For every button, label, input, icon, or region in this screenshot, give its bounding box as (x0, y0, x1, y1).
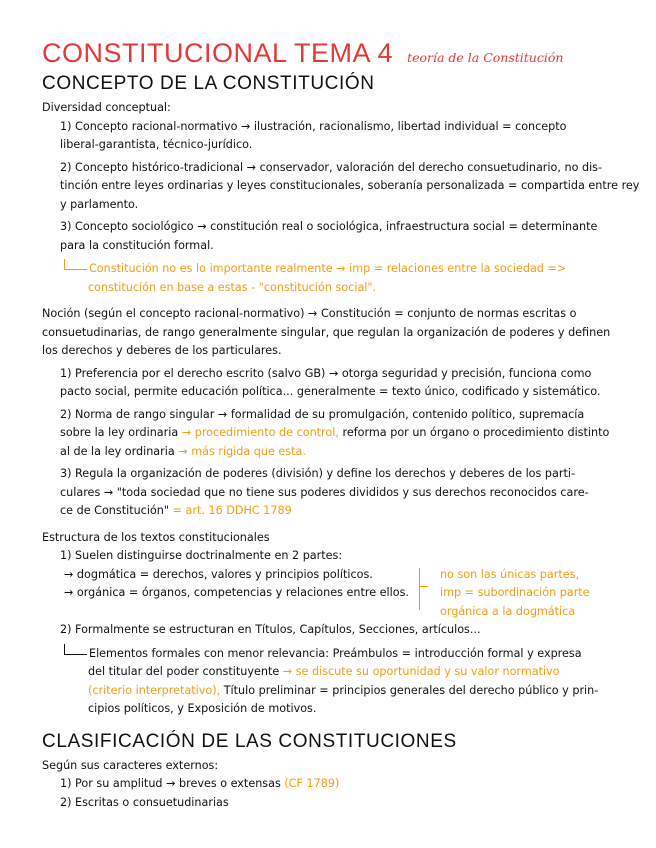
nocion-p3-note: = art. 16 DDHC 1789 (172, 504, 292, 517)
elementos-line-1 (42, 644, 614, 664)
partes-block (42, 566, 614, 622)
elementos-line-4: cipios políticos, y Exposición de motivos. (88, 702, 317, 715)
side-note-line-2: imp = subordinación parte (439, 586, 590, 599)
corner-arrow-icon (64, 259, 87, 270)
sociological-note-text-1: Constitución no es lo importante realmente → imp = relaciones entre la sociedad => (89, 262, 567, 275)
nocion-p2-text-c: al de la ley ordinaria (60, 444, 175, 458)
nocion-p2-text: sobre la ley ordinaria (60, 426, 179, 439)
concepto-1-line-2: liberal-garantista, técnico-jurídico. (60, 138, 253, 151)
estructura-label: Estructura de los textos constitucionales (42, 530, 270, 544)
side-note-line-1: no son las únicas partes, (439, 567, 580, 581)
clasificacion-item-1 (42, 775, 614, 794)
nocion-line-3: los derechos y deberes de los particulares. (42, 344, 282, 357)
clasificacion-label: Según sus caracteres externos: (42, 758, 219, 772)
concepto-2-line-1: 2) Concepto histórico-tradicional → conservador, valoración del derecho consuetudinario, no dis- (60, 160, 603, 174)
nocion-p2-line-1: 2) Norma de rango singular → formalidad de su promulgación, contenido político, supremacía (60, 407, 585, 421)
parte-organica: → orgánica = órganos, competencias y relaciones entre ellos. (64, 586, 409, 599)
nocion-line-2: consuetudinarias, de rango generalmente singular, que regulan la organización de poderes y definen (42, 325, 611, 339)
concepto-2-line-2: tinción entre leyes ordinarias y leyes constitucionales, soberanía personalizada = compartida entre rey (60, 179, 640, 192)
concepto-1-line-1: 1) Concepto racional-normativo → ilustración, racionalismo, libertad individual = concepto (60, 119, 567, 133)
nocion-line-1: Noción (según el concepto racional-normativo) → Constitución = conjunto de normas escritas o (42, 307, 577, 320)
nocion-p2-text-b: reforma por un órgano o procedimiento distinto (342, 426, 610, 439)
parte-dogmatica: → dogmática = derechos, valores y principios políticos. (64, 567, 373, 581)
page-subtitle: teoría de la Constitución (407, 50, 564, 65)
nocion-p3-line-2: culares → "toda sociedad que no tiene sus poderes divididos y sus derechos reconocidos care- (60, 485, 589, 499)
elementos-note-3: (criterio interpretativo), (88, 683, 221, 697)
section-heading-clasificacion: CLASIFICACIÓN DE LAS CONSTITUCIONES (42, 730, 457, 752)
brace-icon (419, 568, 432, 610)
title-row (42, 38, 614, 69)
nocion-p1-line-1: 1) Preferencia por el derecho escrito (salvo GB) → otorga seguridad y precisión, funciona como (60, 366, 592, 380)
elementos-line-2 (42, 663, 614, 682)
elementos-text-3: Título preliminar = principios generales del derecho público y prin- (223, 683, 599, 697)
concepto-3-line-2: para la constitución formal. (60, 238, 214, 252)
estructura-item-2: 2) Formalmente se estructuran en Títulos, Capítulos, Secciones, artículos... (60, 623, 481, 636)
sociological-note-line-1 (42, 259, 614, 279)
sociological-note-line-2: constitución en base a estas - "constitución social". (88, 280, 377, 294)
nocion-p1-line-2: pacto social, permite educación política... generalmente = texto único, codificado y sistemático. (60, 385, 601, 398)
nocion-p2-note: → procedimiento de control, (181, 426, 339, 439)
partes-list (42, 566, 409, 603)
elementos-text-2: del titular del poder constituyente (88, 665, 280, 678)
corner-arrow-icon (64, 644, 87, 655)
section-heading-concepto: CONCEPTO DE LA CONSTITUCIÓN (42, 73, 375, 94)
nocion-p3-line-1: 3) Regula la organización de poderes (división) y define los derechos y deberes de los parti- (60, 467, 575, 480)
concepto-2-line-3: y parlamento. (60, 197, 139, 211)
diversidad-label: Diversidad conceptual: (42, 101, 171, 114)
elementos-line-3 (42, 682, 614, 701)
elementos-text-1: Elementos formales con menor relevancia: Preámbulos = introducción formal y expresa (89, 646, 582, 660)
clasificacion-item-1-text: 1) Por su amplitud → breves o extensas (60, 777, 281, 790)
nocion-p2-note-c: → más rígida que esta. (178, 444, 306, 458)
estructura-item-1: 1) Suelen distinguirse doctrinalmente en 2 partes: (60, 549, 343, 562)
concepto-3-line-1: 3) Concepto sociológico → constitución real o sociológica, infraestructura social = determinante (60, 220, 598, 233)
elementos-note-2: → se discute su oportunidad y su valor normativo (282, 665, 560, 678)
nocion-p2-line-3 (42, 443, 614, 462)
clasificacion-item-2: 2) Escritas o consuetudinarias (60, 795, 229, 809)
clasificacion-item-1-note: (CF 1789) (284, 777, 340, 790)
partes-side-note (440, 566, 590, 622)
nocion-p3-line-3 (42, 502, 614, 521)
side-note-line-3: orgánica a la dogmática (439, 604, 576, 618)
page-title: CONSTITUCIONAL TEMA 4 (42, 38, 394, 68)
nocion-p2-line-2 (42, 424, 614, 443)
nocion-p3-text: ce de Constitución" (60, 504, 170, 517)
